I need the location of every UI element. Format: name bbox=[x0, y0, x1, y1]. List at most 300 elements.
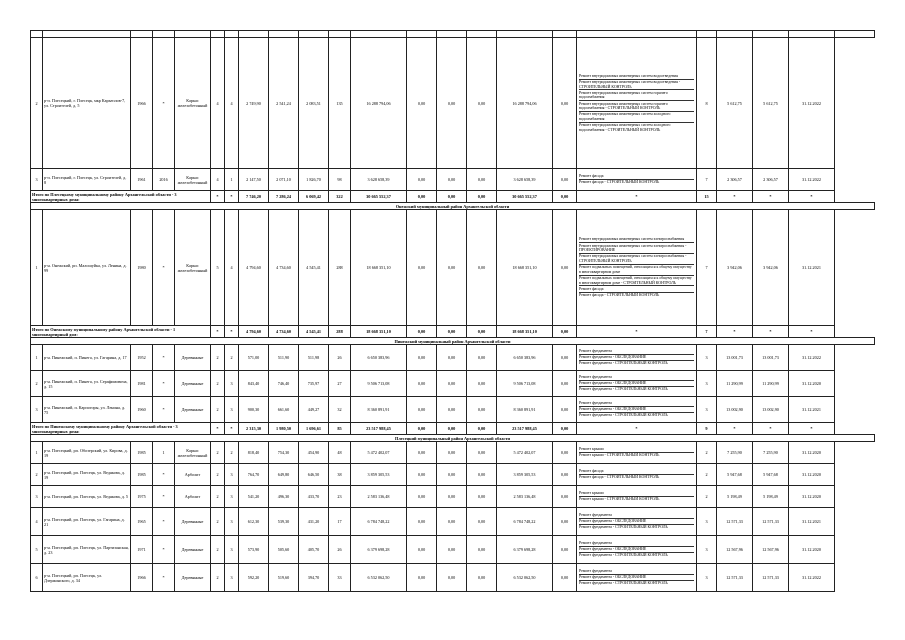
owners-fund-cell: 3 628 658,39 bbox=[497, 169, 553, 191]
work-item: Ремонт крыши - СТРОИТЕЛЬНЫЙ КОНТРОЛЬ bbox=[579, 453, 660, 458]
subtotal-label: Итого по Плесецкому муниципальному району Архангельской области - 3 многоквартирных дома: bbox=[31, 191, 211, 203]
owners-fund-cell: 6 650 383,96 bbox=[497, 345, 553, 371]
works-count-cell: 3 bbox=[697, 345, 717, 371]
max-unit-cost-cell: 7 255,90 bbox=[753, 442, 789, 464]
subtotal-cell: * bbox=[211, 423, 225, 435]
works-cell bbox=[577, 508, 697, 536]
subtotal-cell: * bbox=[211, 191, 225, 203]
row-number: 1 bbox=[31, 442, 43, 464]
fund-cell: 0,00 bbox=[437, 442, 467, 464]
entrances-cell: 3 bbox=[225, 508, 239, 536]
wall-material-cell: Каркас железобетонный bbox=[175, 442, 211, 464]
other-fund-cell: 0,00 bbox=[553, 486, 577, 508]
fund-cell: 0,00 bbox=[407, 210, 437, 326]
subtotal-cell: 30 665 552,37 bbox=[497, 191, 553, 203]
row-number: 2 bbox=[31, 464, 43, 486]
max-unit-cost-cell: 12 571,33 bbox=[753, 564, 789, 592]
works-cell bbox=[577, 371, 697, 397]
total-area-cell: 592,20 bbox=[239, 564, 269, 592]
works-count-cell: 3 bbox=[697, 536, 717, 564]
total-cost-cell: 16 288 794,06 bbox=[351, 38, 407, 169]
fund-cell: 0,00 bbox=[467, 397, 497, 423]
unit-cost-cell: 12 571,33 bbox=[717, 564, 753, 592]
work-item: Ремонт фундамента bbox=[579, 541, 694, 547]
cell bbox=[717, 31, 753, 38]
residential-area-cell: 2 083,51 bbox=[299, 38, 329, 169]
residential-area-cell: 646,50 bbox=[299, 464, 329, 486]
floors-cell: 4 bbox=[211, 169, 225, 191]
table-row bbox=[31, 442, 875, 464]
address-cell: р-н. Онежский, рп. Малошуйка, ул. Ленина, д. 99 bbox=[43, 210, 131, 326]
cell bbox=[225, 31, 239, 38]
total-area-cell: 2 749,90 bbox=[239, 38, 269, 169]
work-item: Ремонт крыши - СТРОИТЕЛЬНЫЙ КОНТРОЛЬ bbox=[579, 497, 660, 502]
works-cell bbox=[577, 564, 697, 592]
table-row-top bbox=[31, 31, 875, 38]
work-item: Ремонт внутридомовых инженерных систем горячего водоснабжения bbox=[579, 90, 694, 101]
wall-material-cell: Каркас железобетонный bbox=[175, 38, 211, 169]
address-cell: р-н. Плесецкий, рп. Плесецк, ул. Ведякова, д. 5 bbox=[43, 486, 131, 508]
premises-area-cell: 539,30 bbox=[269, 508, 299, 536]
subtotal-cell: * bbox=[753, 191, 789, 203]
floors-cell: 2 bbox=[211, 397, 225, 423]
fund-cell: 0,00 bbox=[467, 564, 497, 592]
entrances-cell: 2 bbox=[225, 345, 239, 371]
wall-material-cell: Деревянные bbox=[175, 508, 211, 536]
year-repair-cell: 2016 bbox=[153, 169, 175, 191]
entrances-cell: 3 bbox=[225, 564, 239, 592]
year-repair-cell: * bbox=[153, 486, 175, 508]
deadline-cell: 31.12.2021 bbox=[789, 508, 835, 536]
address-cell: р-н. Пинежский, п. Карпогоры, ул. Ленина, д. 75 bbox=[43, 397, 131, 423]
row-number: 6 bbox=[31, 564, 43, 592]
subtotal-cell: 4 794,60 bbox=[239, 326, 269, 338]
table-body bbox=[31, 31, 875, 592]
fund-cell: 0,00 bbox=[467, 486, 497, 508]
residential-area-cell: 511,98 bbox=[299, 345, 329, 371]
residents-cell: 27 bbox=[329, 371, 351, 397]
cell bbox=[175, 31, 211, 38]
subtotal-cell: 0,00 bbox=[553, 191, 577, 203]
subtotal-row bbox=[31, 191, 875, 203]
other-fund-cell: 0,00 bbox=[553, 169, 577, 191]
work-item: Ремонт фасада bbox=[579, 174, 694, 180]
total-cost-cell: 6 650 383,96 bbox=[351, 345, 407, 371]
owners-fund-cell: 9 506 713,08 bbox=[497, 371, 553, 397]
deadline-cell: 31.12.2022 bbox=[789, 169, 835, 191]
row-number: 2 bbox=[31, 38, 43, 169]
cell bbox=[153, 31, 175, 38]
residential-area-cell: 1 826,70 bbox=[299, 169, 329, 191]
unit-cost-cell: 12 567,96 bbox=[717, 536, 753, 564]
residents-cell: 288 bbox=[329, 210, 351, 326]
other-fund-cell: 0,00 bbox=[553, 397, 577, 423]
work-item: Ремонт фундамента - ОБСЛЕДОВАНИЕ bbox=[579, 407, 694, 413]
fund-cell: 0,00 bbox=[437, 345, 467, 371]
total-cost-cell: 5 472 402,07 bbox=[351, 442, 407, 464]
subtotal-cell: 2 315,30 bbox=[239, 423, 269, 435]
address-cell: р-н. Плесецкий, рп. Плесецк, ул. Дзержинского, д. 34 bbox=[43, 564, 131, 592]
works-count-cell: 7 bbox=[697, 169, 717, 191]
fund-cell: 0,00 bbox=[437, 508, 467, 536]
year-repair-cell: * bbox=[153, 38, 175, 169]
residents-cell: 33 bbox=[329, 564, 351, 592]
table-row bbox=[31, 210, 875, 326]
unit-cost-cell: 5 612,75 bbox=[717, 38, 753, 169]
work-item: Ремонт подвальных помещений, относящихся к общему имуществу в многоквартирном доме - СТРОИТЕЛЬНЫЙ КОНТРОЛЬ bbox=[579, 276, 694, 287]
district-header-row bbox=[31, 203, 875, 210]
row-number: 5 bbox=[31, 536, 43, 564]
subtotal-cell: * bbox=[717, 326, 753, 338]
work-item: Ремонт фундамента - ОБСЛЕДОВАНИЕ bbox=[579, 575, 694, 581]
premises-area-cell: 661,60 bbox=[269, 397, 299, 423]
subtotal-cell: * bbox=[753, 326, 789, 338]
owners-fund-cell: 5 472 402,07 bbox=[497, 442, 553, 464]
district-title: Плесецкий муниципальный район Архангельской области bbox=[31, 435, 875, 442]
table-row bbox=[31, 536, 875, 564]
premises-area-cell: 4 734,60 bbox=[269, 210, 299, 326]
year-built-cell: 1966 bbox=[131, 38, 153, 169]
works-count-cell: 3 bbox=[697, 397, 717, 423]
subtotal-row bbox=[31, 423, 875, 435]
total-cost-cell: 8 360 891,91 bbox=[351, 397, 407, 423]
work-item: Ремонт фундамента - СТРОИТЕЛЬНЫЙ КОНТРОЛЬ bbox=[579, 581, 668, 586]
floors-cell: 2 bbox=[211, 508, 225, 536]
fund-cell: 0,00 bbox=[407, 536, 437, 564]
total-area-cell: 573,90 bbox=[239, 536, 269, 564]
works-count-cell: 3 bbox=[697, 564, 717, 592]
table-row bbox=[31, 371, 875, 397]
fund-cell: 0,00 bbox=[407, 564, 437, 592]
premises-area-cell: 519,60 bbox=[269, 564, 299, 592]
cell bbox=[577, 31, 697, 38]
address-cell: р-н. Плесецкий, рп. Обозерский, ул. Кирова, д. 19 bbox=[43, 442, 131, 464]
subtotal-cell: 23 517 988,45 bbox=[351, 423, 407, 435]
premises-area-cell: 754,30 bbox=[269, 442, 299, 464]
cell bbox=[43, 31, 131, 38]
max-unit-cost-cell: 13 001,73 bbox=[753, 345, 789, 371]
year-repair-cell: * bbox=[153, 536, 175, 564]
subtotal-cell: 85 bbox=[329, 423, 351, 435]
max-unit-cost-cell: 12 567,96 bbox=[753, 536, 789, 564]
row-number: 1 bbox=[31, 210, 43, 326]
address-cell: р-п. Плесецкий, г. Плесецк, мкр Карьеплов-7, ул. Строителей, д. 5 bbox=[43, 38, 131, 169]
fund-cell: 0,00 bbox=[437, 536, 467, 564]
fund-cell: 0,00 bbox=[407, 508, 437, 536]
subtotal-cell: 0,00 bbox=[437, 423, 467, 435]
address-cell: р-п. Плесецкий, г. Плесецк, ул. Строителей, д. 8 bbox=[43, 169, 131, 191]
premises-area-cell: 505,60 bbox=[269, 536, 299, 564]
subtotal-cell: * bbox=[717, 423, 753, 435]
residential-area-cell: 454,90 bbox=[299, 442, 329, 464]
subtotal-cell: 0,00 bbox=[407, 423, 437, 435]
fund-cell: 0,00 bbox=[467, 464, 497, 486]
owners-fund-cell: 2 583 136,48 bbox=[497, 486, 553, 508]
residents-cell: 48 bbox=[329, 442, 351, 464]
row-number: 3 bbox=[31, 169, 43, 191]
fund-cell: 0,00 bbox=[437, 210, 467, 326]
year-repair-cell: * bbox=[153, 345, 175, 371]
cell bbox=[697, 31, 717, 38]
deadline-cell: 31.12.2020 bbox=[789, 464, 835, 486]
unit-cost-cell: 11 290,99 bbox=[717, 371, 753, 397]
other-fund-cell: 0,00 bbox=[553, 371, 577, 397]
works-count-cell: 8 bbox=[697, 38, 717, 169]
owners-fund-cell: 6 784 748,22 bbox=[497, 508, 553, 536]
work-item: Ремонт внутридомовых инженерных систем водоотведения - СТРОИТЕЛЬНЫЙ КОНТРОЛЬ bbox=[579, 80, 694, 91]
other-fund-cell: 0,00 bbox=[553, 464, 577, 486]
total-area-cell: 843,40 bbox=[239, 371, 269, 397]
total-area-cell: 818,40 bbox=[239, 442, 269, 464]
cell bbox=[239, 31, 269, 38]
year-built-cell: 1975 bbox=[131, 486, 153, 508]
subtotal-cell: * bbox=[211, 326, 225, 338]
works-cell bbox=[577, 464, 697, 486]
address-cell: р-н. Плесецкий, рп. Плесецк, ул. Ведякова, д. 19 bbox=[43, 464, 131, 486]
work-item: Ремонт крыши bbox=[579, 447, 694, 453]
total-area-cell: 571,00 bbox=[239, 345, 269, 371]
work-item: Ремонт внутридомовых инженерных систем холодного водоснабжения bbox=[579, 112, 694, 123]
cell bbox=[269, 31, 299, 38]
year-repair-cell: * bbox=[153, 397, 175, 423]
entrances-cell: 1 bbox=[225, 169, 239, 191]
work-item: Ремонт фасада - СТРОИТЕЛЬНЫЙ КОНТРОЛЬ bbox=[579, 292, 660, 297]
subtotal-cell: 7 bbox=[697, 326, 717, 338]
owners-fund-cell: 18 668 351,10 bbox=[497, 210, 553, 326]
wall-material-cell: Деревянные bbox=[175, 397, 211, 423]
subtotal-cell: 6 069,42 bbox=[299, 191, 329, 203]
other-fund-cell: 0,00 bbox=[553, 508, 577, 536]
subtotal-cell: 0,00 bbox=[407, 326, 437, 338]
works-cell bbox=[577, 536, 697, 564]
work-item: Ремонт фундамента - ОБСЛЕДОВАНИЕ bbox=[579, 547, 694, 553]
work-item: Ремонт фундамента - СТРОИТЕЛЬНЫЙ КОНТРОЛЬ bbox=[579, 413, 668, 418]
works-count-cell: 2 bbox=[697, 442, 717, 464]
cell bbox=[753, 31, 789, 38]
floors-cell: 2 bbox=[211, 442, 225, 464]
work-item: Ремонт внутридомовых инженерных систем электроснабжения - СТРОИТЕЛЬНЫЙ КОНТРОЛЬ bbox=[579, 254, 694, 265]
work-item: Ремонт внутридомовых инженерных систем электроснабжения bbox=[579, 237, 694, 243]
fund-cell: 0,00 bbox=[467, 536, 497, 564]
residents-cell: 38 bbox=[329, 464, 351, 486]
max-unit-cost-cell: 2 306,57 bbox=[753, 169, 789, 191]
subtotal-cell: 1 696,61 bbox=[299, 423, 329, 435]
owners-fund-cell: 6 532 062,50 bbox=[497, 564, 553, 592]
total-area-cell: 541,20 bbox=[239, 486, 269, 508]
max-unit-cost-cell: 11 290,99 bbox=[753, 371, 789, 397]
cell bbox=[553, 31, 577, 38]
year-repair-cell: 1 bbox=[153, 442, 175, 464]
unit-cost-cell: 5 947,68 bbox=[717, 464, 753, 486]
cell bbox=[789, 31, 835, 38]
subtotal-cell: 1 980,50 bbox=[269, 423, 299, 435]
owners-fund-cell: 3 859 305,53 bbox=[497, 464, 553, 486]
fund-cell: 0,00 bbox=[437, 38, 467, 169]
deadline-cell: 31.12.2020 bbox=[789, 371, 835, 397]
other-fund-cell: 0,00 bbox=[553, 345, 577, 371]
fund-cell: 0,00 bbox=[467, 345, 497, 371]
works-count-cell: 2 bbox=[697, 464, 717, 486]
total-cost-cell: 18 668 351,10 bbox=[351, 210, 407, 326]
wall-material-cell: Арболит bbox=[175, 464, 211, 486]
deadline-cell: 31.12.2021 bbox=[789, 210, 835, 326]
cell bbox=[497, 31, 553, 38]
work-item: Ремонт крыши bbox=[579, 491, 694, 497]
floors-cell: 2 bbox=[211, 536, 225, 564]
residents-cell: 98 bbox=[329, 169, 351, 191]
subtotal-cell: 7 286,24 bbox=[269, 191, 299, 203]
table-row bbox=[31, 564, 875, 592]
work-item: Ремонт фундамента - ОБСЛЕДОВАНИЕ bbox=[579, 519, 694, 525]
row-number: 2 bbox=[31, 371, 43, 397]
table-row bbox=[31, 486, 875, 508]
year-repair-cell: * bbox=[153, 464, 175, 486]
work-item: Ремонт фундамента - СТРОИТЕЛЬНЫЙ КОНТРОЛЬ bbox=[579, 553, 668, 558]
subtotal-cell: 9 bbox=[697, 423, 717, 435]
residents-cell: 26 bbox=[329, 345, 351, 371]
row-number: 1 bbox=[31, 345, 43, 371]
fund-cell: 0,00 bbox=[407, 464, 437, 486]
district-title: Онежский муниципальный район Архангельской области bbox=[31, 203, 875, 210]
fund-cell: 0,00 bbox=[467, 38, 497, 169]
year-built-cell: 1966 bbox=[131, 564, 153, 592]
work-item: Ремонт фундамента - СТРОИТЕЛЬНЫЙ КОНТРОЛЬ bbox=[579, 361, 668, 366]
floors-cell: 2 bbox=[211, 371, 225, 397]
subtotal-label: Итого по Онежскому муниципальному району Архангельской области - 1 многоквартирный дом: bbox=[31, 326, 211, 338]
year-built-cell: 1971 bbox=[131, 536, 153, 564]
subtotal-cell: * bbox=[789, 326, 835, 338]
year-repair-cell: * bbox=[153, 508, 175, 536]
floors-cell: 5 bbox=[211, 210, 225, 326]
premises-area-cell: 2 541,24 bbox=[269, 38, 299, 169]
wall-material-cell: Арболит bbox=[175, 486, 211, 508]
unit-cost-cell: 3 942,06 bbox=[717, 210, 753, 326]
total-area-cell: 900,30 bbox=[239, 397, 269, 423]
entrances-cell: 2 bbox=[225, 442, 239, 464]
premises-area-cell: 511,90 bbox=[269, 345, 299, 371]
unit-cost-cell: 13 001,73 bbox=[717, 345, 753, 371]
wall-material-cell: Деревянные bbox=[175, 371, 211, 397]
work-item: Ремонт фасада bbox=[579, 469, 694, 475]
table-row bbox=[31, 38, 875, 169]
fund-cell: 0,00 bbox=[407, 169, 437, 191]
subtotal-cell: 4 734,60 bbox=[269, 326, 299, 338]
year-built-cell: 1981 bbox=[131, 371, 153, 397]
fund-cell: 0,00 bbox=[407, 442, 437, 464]
residents-cell: 26 bbox=[329, 536, 351, 564]
works-cell bbox=[577, 210, 697, 326]
total-cost-cell: 9 506 713,08 bbox=[351, 371, 407, 397]
work-item: Ремонт внутридомовых инженерных систем электроснабжения - ПРОЕКТИРОВАНИЕ bbox=[579, 243, 694, 254]
row-number: 4 bbox=[31, 508, 43, 536]
fund-cell: 0,00 bbox=[437, 564, 467, 592]
subtotal-cell: 288 bbox=[329, 326, 351, 338]
subtotal-cell: 4 545,41 bbox=[299, 326, 329, 338]
subtotal-cell: * bbox=[789, 191, 835, 203]
year-repair-cell: * bbox=[153, 210, 175, 326]
residential-area-cell: 405,70 bbox=[299, 536, 329, 564]
total-cost-cell: 6 784 748,22 bbox=[351, 508, 407, 536]
floors-cell: 2 bbox=[211, 345, 225, 371]
subtotal-cell: 0,00 bbox=[467, 191, 497, 203]
works-cell bbox=[577, 486, 697, 508]
works-cell bbox=[577, 442, 697, 464]
unit-cost-cell: 5 198,49 bbox=[717, 486, 753, 508]
work-item: Ремонт внутридомовых инженерных систем холодного водоснабжения - СТРОИТЕЛЬНЫЙ КОНТРОЛЬ bbox=[579, 123, 671, 132]
row-number: 3 bbox=[31, 397, 43, 423]
subtotal-cell: * bbox=[753, 423, 789, 435]
premises-area-cell: 746,40 bbox=[269, 371, 299, 397]
max-unit-cost-cell: 5 612,75 bbox=[753, 38, 789, 169]
entrances-cell: 3 bbox=[225, 464, 239, 486]
work-item: Ремонт фасада bbox=[579, 286, 694, 292]
wall-material-cell: Каркас железобетонный bbox=[175, 169, 211, 191]
residents-cell: 32 bbox=[329, 397, 351, 423]
other-fund-cell: 0,00 bbox=[553, 38, 577, 169]
total-area-cell: 612,30 bbox=[239, 508, 269, 536]
wall-material-cell: Деревянные bbox=[175, 564, 211, 592]
subtotal-cell: 15 bbox=[697, 191, 717, 203]
subtotal-cell: 30 665 552,37 bbox=[351, 191, 407, 203]
subtotal-cell: * bbox=[789, 423, 835, 435]
subtotal-cell: 7 746,20 bbox=[239, 191, 269, 203]
fund-cell: 0,00 bbox=[407, 371, 437, 397]
fund-cell: 0,00 bbox=[467, 442, 497, 464]
residential-area-cell: 431,20 bbox=[299, 508, 329, 536]
works-count-cell: 3 bbox=[697, 371, 717, 397]
works-cell bbox=[577, 397, 697, 423]
subtotal-row bbox=[31, 326, 875, 338]
work-item: Ремонт фундамента bbox=[579, 513, 694, 519]
max-unit-cost-cell: 5 198,49 bbox=[753, 486, 789, 508]
entrances-cell: 3 bbox=[225, 371, 239, 397]
subtotal-cell: 23 517 988,45 bbox=[497, 423, 553, 435]
unit-cost-cell: 13 002,90 bbox=[717, 397, 753, 423]
deadline-cell: 31.12.2020 bbox=[789, 486, 835, 508]
cell bbox=[329, 31, 351, 38]
fund-cell: 0,00 bbox=[467, 169, 497, 191]
subtotal-cell: 18 668 351,10 bbox=[351, 326, 407, 338]
fund-cell: 0,00 bbox=[437, 397, 467, 423]
subtotal-cell: 18 668 351,10 bbox=[497, 326, 553, 338]
subtotal-cell: * bbox=[577, 326, 697, 338]
wall-material-cell: Деревянные bbox=[175, 536, 211, 564]
register-sheet bbox=[30, 30, 870, 592]
table-row bbox=[31, 508, 875, 536]
entrances-cell: 4 bbox=[225, 38, 239, 169]
wall-material-cell: Каркас железобетонный bbox=[175, 210, 211, 326]
residential-area-cell: 735,97 bbox=[299, 371, 329, 397]
residents-cell: 17 bbox=[329, 508, 351, 536]
residential-area-cell: 449,27 bbox=[299, 397, 329, 423]
year-built-cell: 1980 bbox=[131, 210, 153, 326]
max-unit-cost-cell: 13 002,90 bbox=[753, 397, 789, 423]
cell bbox=[351, 31, 407, 38]
year-built-cell: 1985 bbox=[131, 442, 153, 464]
year-repair-cell: * bbox=[153, 371, 175, 397]
address-cell: р-н. Пинежский, п. Пинега, ул. Гагарина, д. 17 bbox=[43, 345, 131, 371]
deadline-cell: 31.12.2022 bbox=[789, 564, 835, 592]
total-cost-cell: 3 628 658,39 bbox=[351, 169, 407, 191]
work-item: Ремонт фундамента - СТРОИТЕЛЬНЫЙ КОНТРОЛЬ bbox=[579, 387, 668, 392]
total-cost-cell: 6 532 062,50 bbox=[351, 564, 407, 592]
total-cost-cell: 3 859 305,53 bbox=[351, 464, 407, 486]
works-cell bbox=[577, 38, 697, 169]
repair-register-table bbox=[30, 30, 875, 592]
year-built-cell: 1965 bbox=[131, 508, 153, 536]
floors-cell: 2 bbox=[211, 564, 225, 592]
fund-cell: 0,00 bbox=[407, 486, 437, 508]
